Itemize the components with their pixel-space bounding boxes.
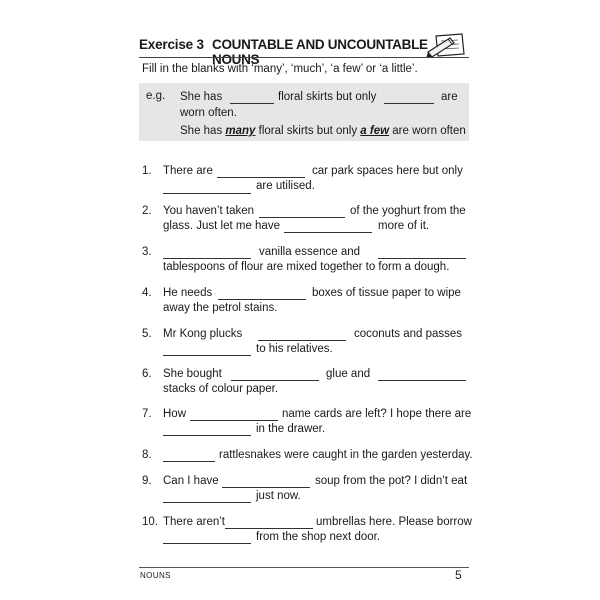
- example-line1-a: She has: [180, 91, 223, 103]
- question-9-part-2: soup from the pot? I didn’t eat: [315, 475, 468, 487]
- question-1-blank-1[interactable]: [217, 177, 305, 178]
- example-label: e.g.: [146, 90, 166, 102]
- question-3-part-1: vanilla essence and: [259, 246, 361, 258]
- example-answer-c: are worn often: [392, 125, 466, 137]
- question-4-part-3: away the petrol stains.: [163, 302, 278, 314]
- question-7-blank-2[interactable]: [163, 435, 251, 436]
- instruction-text: Fill in the blanks with ‘many’, ‘much’, ‘a few’ or ‘a little’.: [142, 63, 418, 75]
- question-10-blank-2[interactable]: [163, 543, 251, 544]
- exercise-header: [139, 36, 471, 67]
- question-3-part-2: tablespoons of flour are mixed together to form a dough.: [163, 261, 450, 273]
- example-blank-2: [384, 103, 434, 104]
- question-10-part-3: from the shop next door.: [256, 531, 381, 543]
- exercise-title: COUNTABLE AND UNCOUNTABLE NOUNS: [212, 37, 428, 67]
- pencil-and-paper-icon: [426, 32, 470, 58]
- question-9-blank-1[interactable]: [222, 487, 310, 488]
- question-5-part-3: to his relatives.: [256, 343, 333, 355]
- question-4-part-1: He needs: [163, 287, 213, 299]
- question-7-number: 7.: [142, 408, 152, 420]
- question-4-part-2: boxes of tissue paper to wipe: [312, 287, 461, 299]
- example-answer-b: floral skirts but only: [258, 125, 358, 137]
- question-1-part-3: are utilised.: [256, 180, 315, 192]
- question-7-blank-1[interactable]: [190, 420, 278, 421]
- example-answer-a: She has: [180, 125, 223, 137]
- header-rule: [139, 57, 469, 58]
- question-7-part-2: name cards are left? I hope there are: [282, 408, 472, 420]
- question-4-number: 4.: [142, 287, 152, 299]
- question-5-part-2: coconuts and passes: [354, 328, 463, 340]
- question-9-part-1: Can I have: [163, 475, 219, 487]
- question-1-blank-2[interactable]: [163, 193, 251, 194]
- example-line1-b: floral skirts but only: [278, 91, 377, 103]
- question-8-blank-1[interactable]: [163, 461, 215, 462]
- question-8-part-1: rattlesnakes were caught in the garden yesterday.: [219, 449, 473, 461]
- question-2-part-3: glass. Just let me have: [163, 220, 280, 232]
- question-3-blank-1[interactable]: [163, 258, 251, 259]
- example-blank-1: [230, 103, 274, 104]
- question-3-number: 3.: [142, 246, 152, 258]
- question-10-part-1: There aren’t: [163, 516, 226, 528]
- question-3-blank-2[interactable]: [378, 258, 466, 259]
- question-2-part-1: You haven’t taken: [163, 205, 255, 217]
- question-10-part-2: umbrellas here. Please borrow: [316, 516, 472, 528]
- question-9-number: 9.: [142, 475, 152, 487]
- question-6-blank-1[interactable]: [231, 380, 319, 381]
- question-2-part-4: more of it.: [378, 220, 430, 232]
- question-9-blank-2[interactable]: [163, 502, 251, 503]
- question-5-blank-1[interactable]: [258, 340, 346, 341]
- question-10-blank-1[interactable]: [225, 528, 313, 529]
- question-4-blank-1[interactable]: [218, 299, 306, 300]
- question-6-blank-2[interactable]: [378, 380, 466, 381]
- exercise-number: Exercise 3: [139, 37, 204, 52]
- example-answer-many: many: [225, 125, 256, 137]
- example-answer-line: [180, 124, 466, 138]
- example-answer-few: a few: [360, 125, 390, 137]
- footer-rule: [139, 567, 469, 568]
- example-line1-c: are: [441, 91, 458, 103]
- question-1-part-1: There are: [163, 165, 213, 177]
- page-number: 5: [455, 568, 462, 582]
- question-1-number: 1.: [142, 165, 152, 177]
- question-9-part-3: just now.: [256, 490, 301, 502]
- question-2-blank-2[interactable]: [284, 232, 372, 233]
- question-5-number: 5.: [142, 328, 152, 340]
- question-6-number: 6.: [142, 368, 152, 380]
- example-line2: worn often.: [180, 107, 237, 119]
- footer-section-label: NOUNS: [140, 571, 171, 580]
- question-6-part-3: stacks of colour paper.: [163, 383, 279, 395]
- question-5-part-1: Mr Kong plucks: [163, 328, 243, 340]
- question-5-blank-2[interactable]: [163, 355, 251, 356]
- question-7-part-1: How: [163, 408, 187, 420]
- question-2-part-2: of the yoghurt from the: [350, 205, 466, 217]
- question-10-number: 10.: [142, 516, 158, 528]
- question-2-blank-1[interactable]: [259, 217, 345, 218]
- question-6-part-1: She bought: [163, 368, 222, 380]
- question-2-number: 2.: [142, 205, 152, 217]
- question-7-part-3: in the drawer.: [256, 423, 326, 435]
- question-1-part-2: car park spaces here but only: [312, 165, 463, 177]
- question-6-part-2: glue and: [326, 368, 371, 380]
- question-8-number: 8.: [142, 449, 152, 461]
